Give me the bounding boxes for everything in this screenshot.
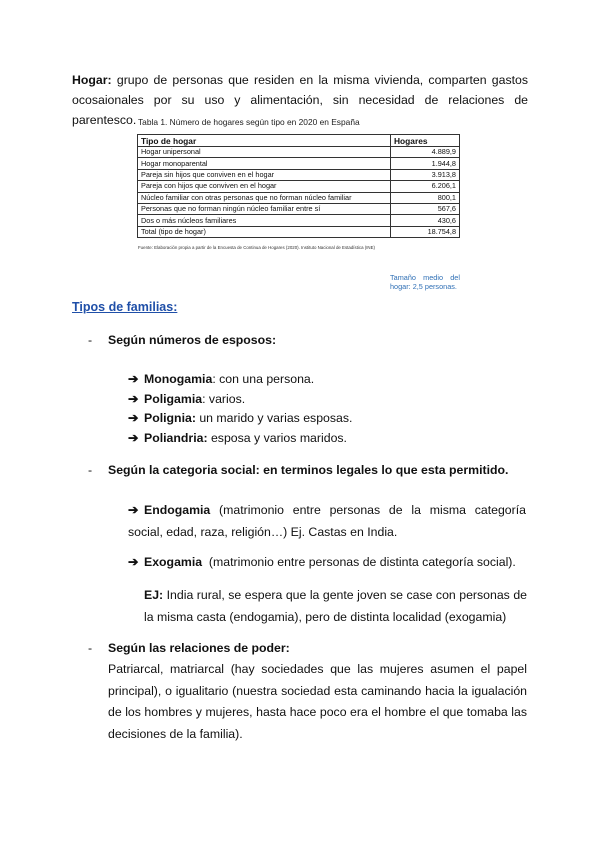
list-item-term: Poliandria: (144, 430, 208, 445)
endogamia-item (128, 499, 526, 543)
dash-bullet: - (88, 463, 93, 477)
list-item (128, 390, 352, 410)
table-row-total (138, 226, 460, 237)
row-valor: 1.944,8 (391, 158, 460, 169)
arrow-icon: ➔ (128, 430, 139, 445)
households-table (137, 134, 460, 238)
row-valor: 3.913,8 (391, 169, 460, 180)
row-tipo: Pareja sin hijos que conviven en el hogar (138, 169, 391, 180)
list-item-text: : con una persona. (212, 372, 315, 386)
row-valor: 18.754,8 (391, 226, 460, 237)
row-tipo: Núcleo familiar con otras personas que no forman núcleo familiar (138, 192, 391, 203)
arrow-icon: ➔ (128, 411, 139, 426)
table-row (138, 181, 460, 192)
row-valor: 567,6 (391, 203, 460, 214)
list-item (128, 370, 352, 390)
table-note: Tamaño medio del hogar: 2,5 personas. (390, 273, 460, 291)
row-tipo: Hogar unipersonal (138, 147, 391, 158)
list-item-text: : varios. (202, 391, 246, 406)
exogamia-term: Exogamia (144, 555, 203, 569)
list-item-term: Monogamia (144, 372, 213, 386)
group-heading-text: Según las relaciones de poder: (108, 641, 290, 655)
table-row (138, 215, 460, 226)
list-item-text: un marido y varias esposas. (195, 411, 353, 426)
row-tipo: Total (tipo de hogar) (138, 226, 391, 237)
list-item-term: Polignia: (144, 411, 196, 426)
row-valor: 6.206,1 (391, 181, 460, 192)
row-tipo: Personas que no forman ningún núcleo familiar entre sí (138, 203, 391, 214)
esposos-list (128, 370, 352, 448)
endogamia-text: (matrimonio entre personas de la misma categoría social, edad, raza, religión…) Ej. Castas en India. (128, 503, 526, 539)
example-term: EJ: (144, 588, 164, 602)
header-hogares: Hogares (391, 135, 460, 147)
list-item-text: esposa y varios maridos. (207, 430, 347, 445)
endogamia-term: Endogamia (144, 503, 211, 517)
dash-bullet: - (88, 641, 93, 655)
arrow-icon: ➔ (128, 391, 139, 406)
table-row (138, 203, 460, 214)
dash-bullet: - (88, 333, 93, 347)
table-row (138, 158, 460, 169)
row-valor: 4.889,9 (391, 147, 460, 158)
group-heading-text: Según números de esposos: (108, 333, 277, 347)
table-row (138, 192, 460, 203)
group-heading-text: Según la categoria social: en terminos legales lo que esta permitido. (108, 463, 509, 477)
arrow-icon: ➔ (128, 503, 139, 517)
table-row (138, 147, 460, 158)
list-item (128, 429, 352, 449)
intro-text: grupo de personas que residen en la misma vivienda, comparten gastos ocosaionales por su uso y alimentación, sin necesidad de relaciones de parentesco. (72, 73, 528, 127)
example-text: India rural, se espera que la gente joven se case con personas de la misma casta (endogamia), pero de distinta localidad (exogamia) (144, 588, 527, 624)
exogamia-text: (matrimonio entre personas de distinta categoría social). (202, 555, 516, 569)
table-caption: Tabla 1. Número de hogares según tipo en 2020 en España (138, 117, 360, 127)
table-source: Fuente: Elaboración propia a partir de la Encuesta de Continua de Hogares (2020). Instituto Nacional de Estadística (INE) (138, 245, 375, 250)
row-tipo: Dos o más núcleos familiares (138, 215, 391, 226)
row-valor: 800,1 (391, 192, 460, 203)
table-header-row (138, 135, 460, 147)
row-valor: 430,6 (391, 215, 460, 226)
row-tipo: Pareja con hijos que conviven en el hogar (138, 181, 391, 192)
intro-term: Hogar: (72, 73, 112, 87)
exogamia-item (128, 552, 516, 572)
table-row (138, 169, 460, 180)
row-tipo: Hogar monoparental (138, 158, 391, 169)
list-item-term: Poligamia (144, 391, 203, 406)
example-paragraph (144, 584, 527, 628)
poder-paragraph: Patriarcal, matriarcal (hay sociedades que las mujeres asumen el papel principal), o igualitario (nuestra sociedad esta caminando hacia la igualación de los hombres y mujeres, hasta hace poco era el hombre el que tomaba las decisiones de la familia). (108, 662, 527, 741)
arrow-icon: ➔ (128, 372, 139, 386)
section-title: Tipos de familias: (72, 300, 178, 314)
header-tipo: Tipo de hogar (138, 135, 391, 147)
list-item (128, 409, 352, 429)
arrow-icon: ➔ (128, 555, 139, 569)
